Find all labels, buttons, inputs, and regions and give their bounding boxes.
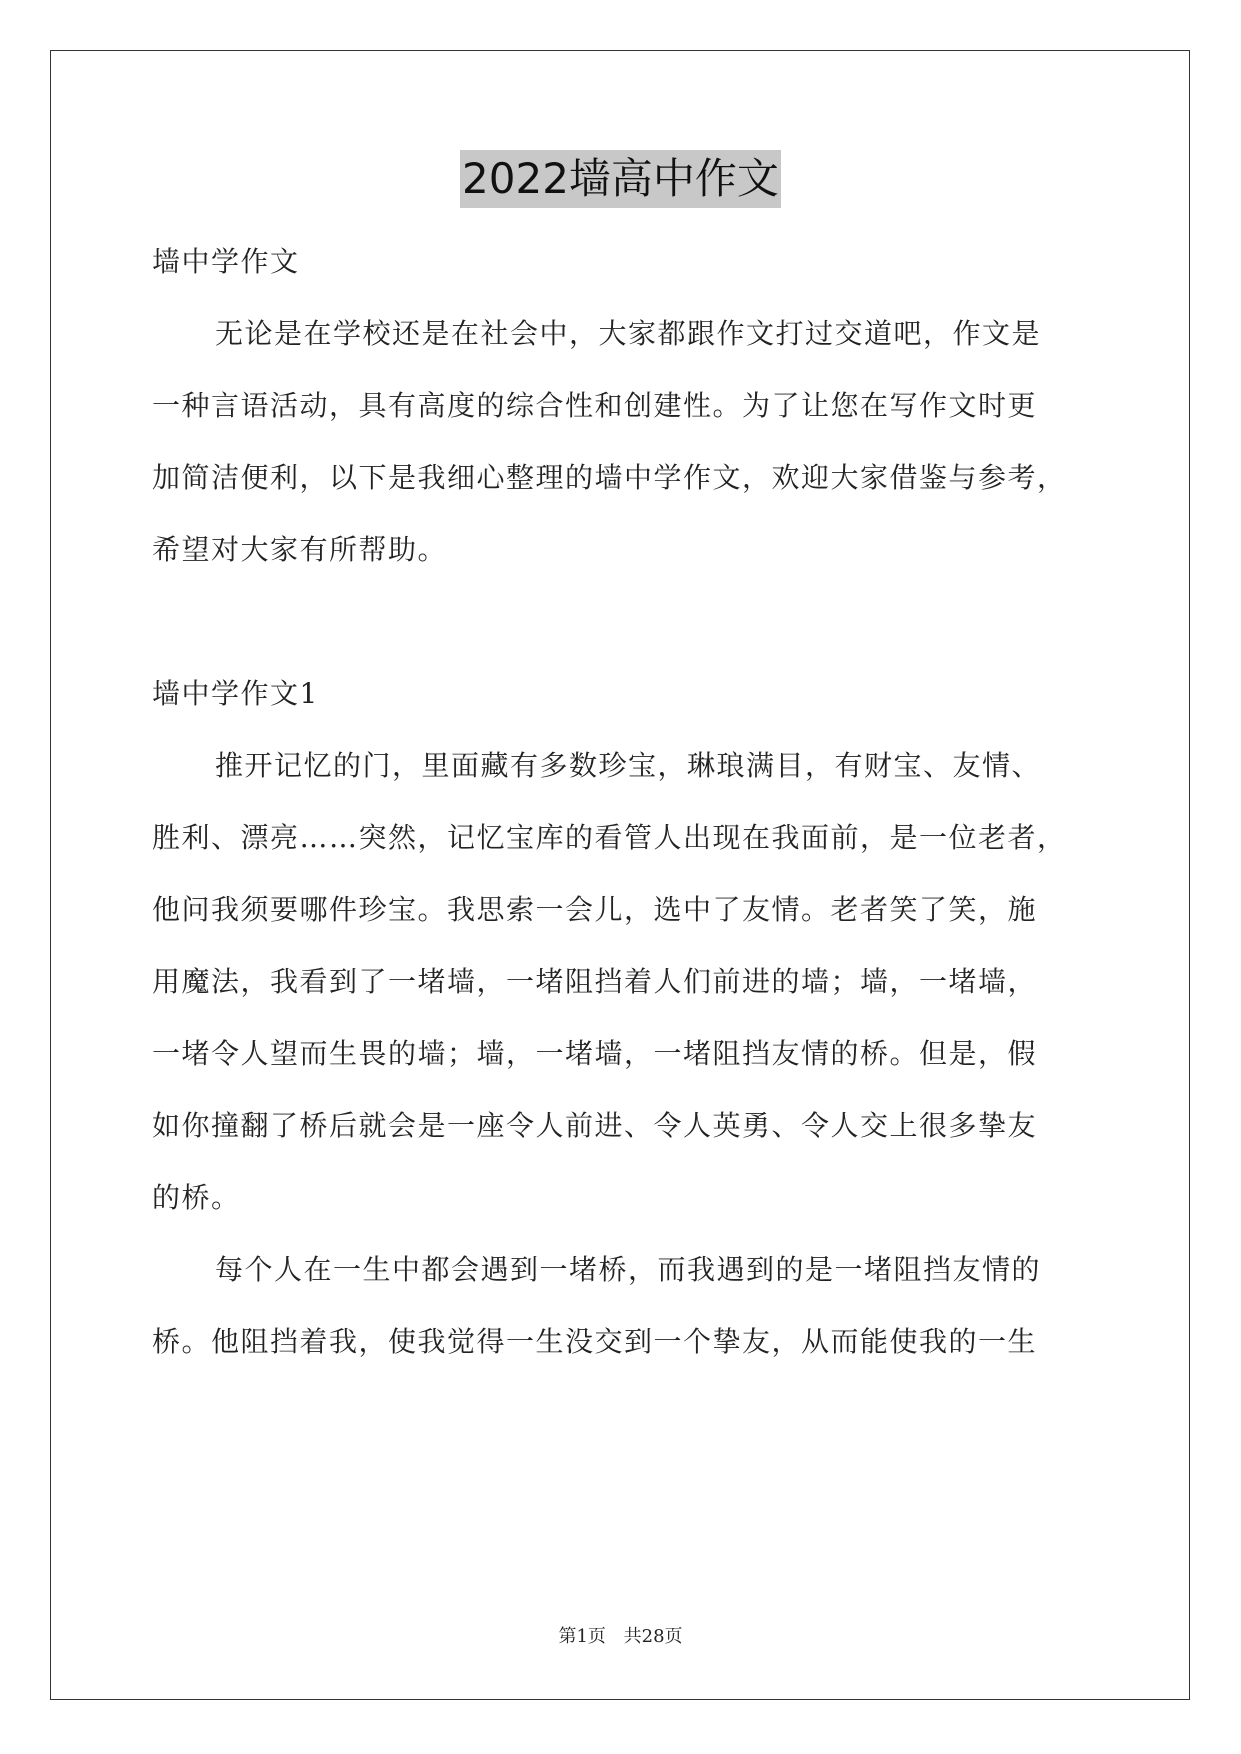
- document-title: 2022墙高中作文: [460, 150, 781, 208]
- paragraph-line: 推开记忆的门，里面藏有多数珍宝，琳琅满目，有财宝、友情、: [215, 749, 1042, 782]
- page-number: 第1页: [558, 1626, 606, 1647]
- paragraph-line: 的桥。: [152, 1181, 241, 1214]
- paragraph-line: 桥。他阻挡着我，使我觉得一生没交到一个挚友，从而能使我的一生: [152, 1325, 1038, 1358]
- paragraph-line: 每个人在一生中都会遇到一堵桥，而我遇到的是一堵阻挡友情的: [215, 1253, 1042, 1286]
- section-heading: 墙中学作文: [152, 245, 300, 278]
- paragraph-line: 用魔法，我看到了一堵墙，一堵阻挡着人们前进的墙；墙，一堵墙，: [152, 965, 1038, 998]
- subsection-heading: 墙中学作文1: [152, 677, 319, 710]
- page-total: 共28页: [623, 1626, 683, 1647]
- paragraph-line: 胜利、漂亮……突然，记忆宝库的看管人出现在我面前，是一位老者，: [152, 821, 1067, 854]
- intro-line: 一种言语活动，具有高度的综合性和创建性。为了让您在写作文时更: [152, 389, 1038, 422]
- intro-line: 无论是在学校还是在社会中，大家都跟作文打过交道吧，作文是: [215, 317, 1042, 350]
- paragraph-line: 他问我须要哪件珍宝。我思索一会儿，选中了友情。老者笑了笑，施: [152, 893, 1038, 926]
- paragraph-line: 如你撞翻了桥后就会是一座令人前进、令人英勇、令人交上很多挚友: [152, 1109, 1038, 1142]
- page-border: [50, 50, 1190, 1700]
- page-footer: [0, 1622, 1241, 1648]
- intro-line: 希望对大家有所帮助。: [152, 533, 448, 566]
- paragraph-line: 一堵令人望而生畏的墙；墙，一堵墙，一堵阻挡友情的桥。但是，假: [152, 1037, 1038, 1070]
- intro-line: 加简洁便利，以下是我细心整理的墙中学作文，欢迎大家借鉴与参考，: [152, 461, 1067, 494]
- title-container: [0, 150, 1241, 208]
